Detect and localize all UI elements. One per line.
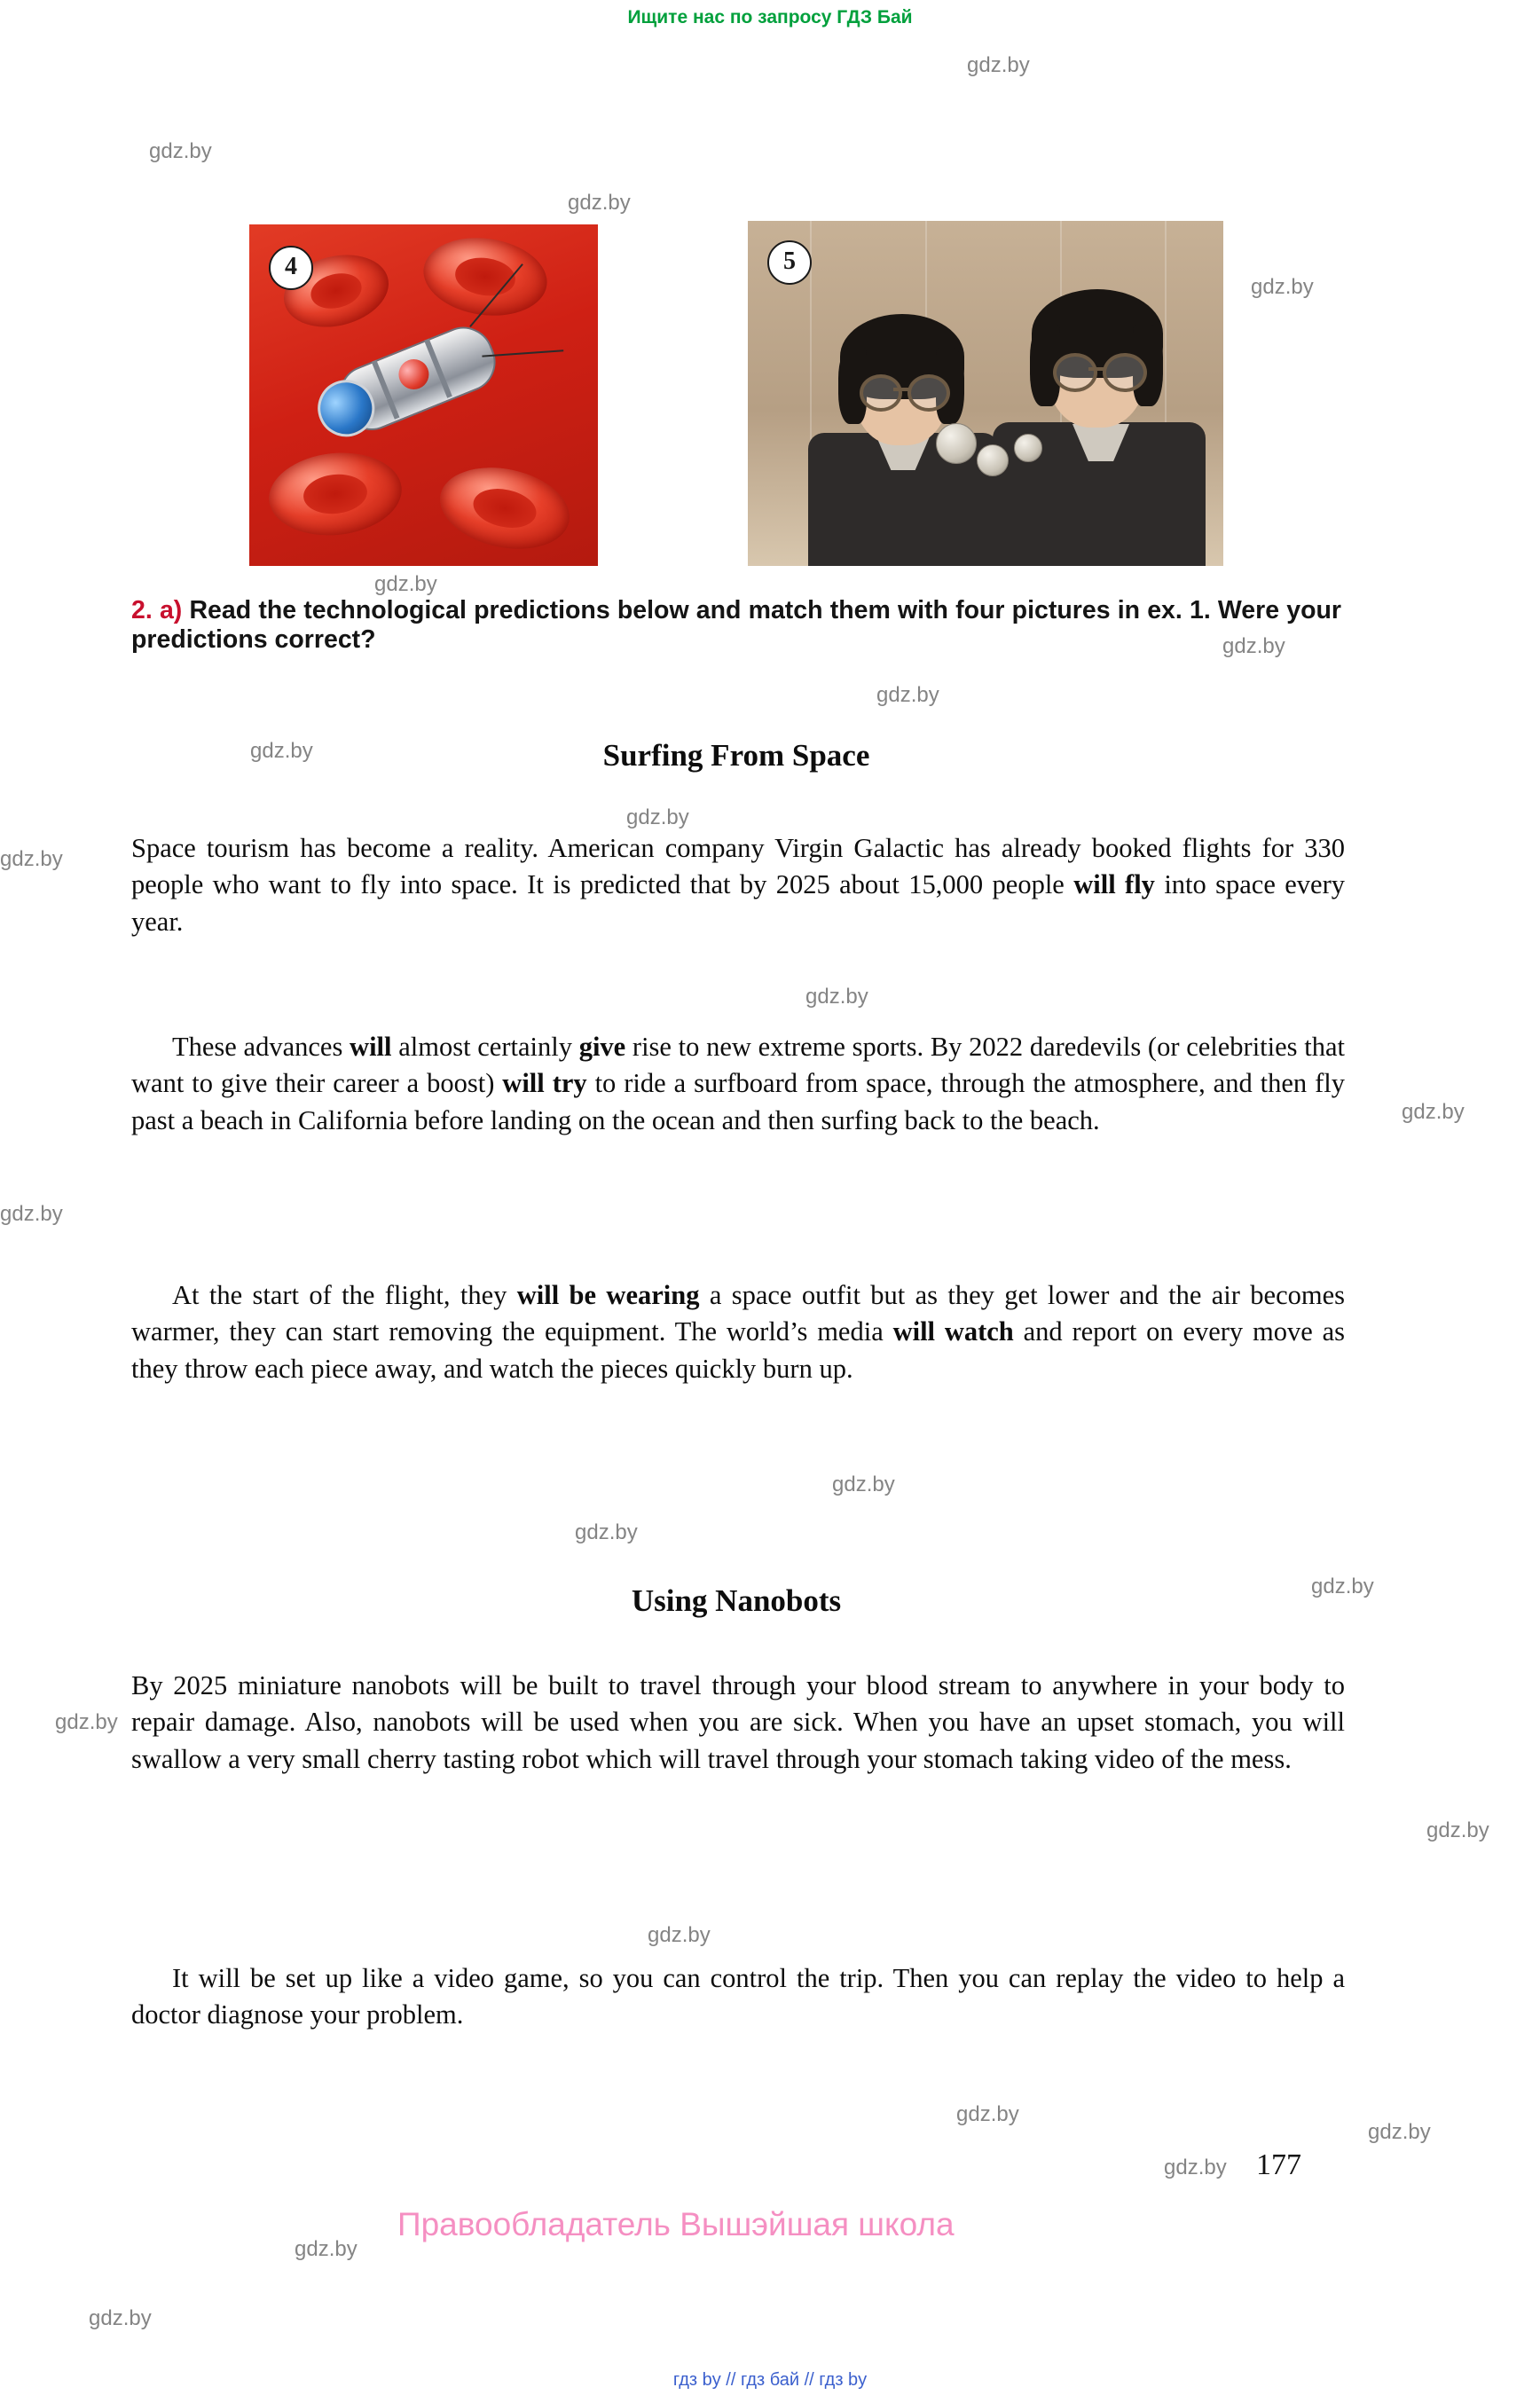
watermark-tile: gdz.by [648, 1923, 711, 1947]
text-run: Space tourism has become a reality. American company Virgin Galactic has already booked flights for 330 people who want to fly into space. It is predicted that by 2025 about 15,000 people [131, 833, 1345, 900]
watermark-tile: gdz.by [0, 847, 63, 871]
text-run: At the start of the flight, they [172, 1280, 517, 1310]
glasses-lens [860, 374, 902, 412]
bold-run: will try [502, 1068, 587, 1099]
watermark-tile: gdz.by [956, 2102, 1019, 2126]
glasses-bridge [1088, 367, 1104, 371]
watermark-tile: gdz.by [1311, 1575, 1374, 1598]
article-1-paragraph-1 [131, 830, 1345, 940]
bold-run: will fly [1073, 869, 1155, 900]
watermark-tile: gdz.by [575, 1520, 638, 1544]
watermark-tile: gdz.by [55, 1710, 118, 1734]
watermark-tile: gdz.by [374, 572, 437, 596]
watermark-bottom-banner: гдз by // гдз бай // гдз by [672, 2370, 868, 2390]
watermark-tile: gdz.by [967, 53, 1030, 77]
article-2-paragraph-1: By 2025 miniature nanobots will be built to travel through your blood stream to anywhere in your body to repair damage. Also, nanobots will be used when you are sick. When you have an upset stomach, you will swallow a very small cherry tasting robot which will travel through your stomach taking video of the mess. [131, 1670, 1345, 1774]
text-run: rise to new extreme sports. By 2022 daredevils (or celebrities that want to give their career a boost) [131, 1032, 1345, 1099]
watermark-tile: gdz.by [0, 1202, 63, 1226]
watermark-tile: gdz.by [149, 139, 212, 163]
exercise-2a-instruction [131, 596, 1341, 656]
glasses-bridge [893, 388, 909, 391]
text-run: a space outfit but as they get lower and the air becomes warmer, they can start removing the equipment. The world’s media [131, 1280, 1345, 1347]
text-run: These advances [172, 1032, 350, 1062]
picture-4 [249, 224, 598, 566]
text-run: and report on every move as they throw each piece away, and watch the pieces quickly burn up. [131, 1316, 1345, 1384]
bold-run: give [578, 1032, 626, 1062]
watermark-tile: gdz.by [1251, 275, 1314, 299]
suspended-ball [1014, 434, 1042, 462]
watermark-tile: gdz.by [1222, 634, 1285, 658]
bold-run: will [350, 1032, 392, 1062]
person-right [987, 280, 1209, 566]
page-number: 177 [1256, 2148, 1301, 2181]
article-1-paragraph-3 [131, 1277, 1345, 1387]
watermark-copyright: Правообладатель Вышэйшая школа [397, 2206, 955, 2242]
watermark-tile: gdz.by [876, 683, 939, 707]
glasses-lens [908, 374, 950, 412]
watermark-tile: gdz.by [89, 2306, 152, 2330]
exercise-text: Read the technological predictions below and match them with four pictures in ex. 1. Were your predictions correct? [131, 596, 1342, 655]
text-run: almost certainly [391, 1032, 579, 1062]
exercise-letter: a) [159, 596, 183, 624]
article-2-heading: Using Nanobots [631, 1583, 842, 1618]
text-run: into space every year. [131, 869, 1345, 937]
watermark-tile: gdz.by [1426, 1818, 1489, 1842]
watermark-tile: gdz.by [1402, 1100, 1465, 1124]
watermark-tile: gdz.by [1164, 2156, 1227, 2179]
glasses-lens [1053, 353, 1097, 392]
watermark-tile: gdz.by [568, 191, 631, 215]
glasses-lens [1103, 353, 1147, 392]
watermark-tile: gdz.by [626, 805, 689, 829]
watermark-tile: gdz.by [295, 2237, 358, 2261]
article-2-paragraph-2: It will be set up like a video game, so you can control the trip. Then you can replay the video to help a doctor diagnose your problem. [131, 1963, 1345, 2030]
blood-cell [432, 457, 577, 561]
article-1-paragraph-2 [131, 1029, 1345, 1139]
suspended-ball [977, 444, 1009, 476]
picture-number-badge: 4 [269, 246, 313, 290]
watermark-top-banner: Ищите нас по запросу ГДЗ Бай [627, 7, 913, 27]
picture-5 [748, 221, 1223, 566]
bold-run: will watch [892, 1316, 1014, 1347]
watermark-tile: gdz.by [832, 1472, 895, 1496]
bold-run: will be wearing [516, 1280, 700, 1310]
article-1-heading: Surfing From Space [602, 738, 870, 773]
exercise-number: 2. [131, 596, 153, 624]
watermark-tile: gdz.by [250, 739, 313, 763]
text-run: to ride a surfboard from space, through the atmosphere, and then fly past a beach in California before landing on the ocean and then surfing back to the beach. [131, 1068, 1345, 1135]
picture-number-badge: 5 [767, 240, 812, 285]
watermark-tile: gdz.by [805, 985, 868, 1009]
suspended-ball [936, 423, 977, 464]
watermark-tile: gdz.by [1368, 2120, 1431, 2144]
